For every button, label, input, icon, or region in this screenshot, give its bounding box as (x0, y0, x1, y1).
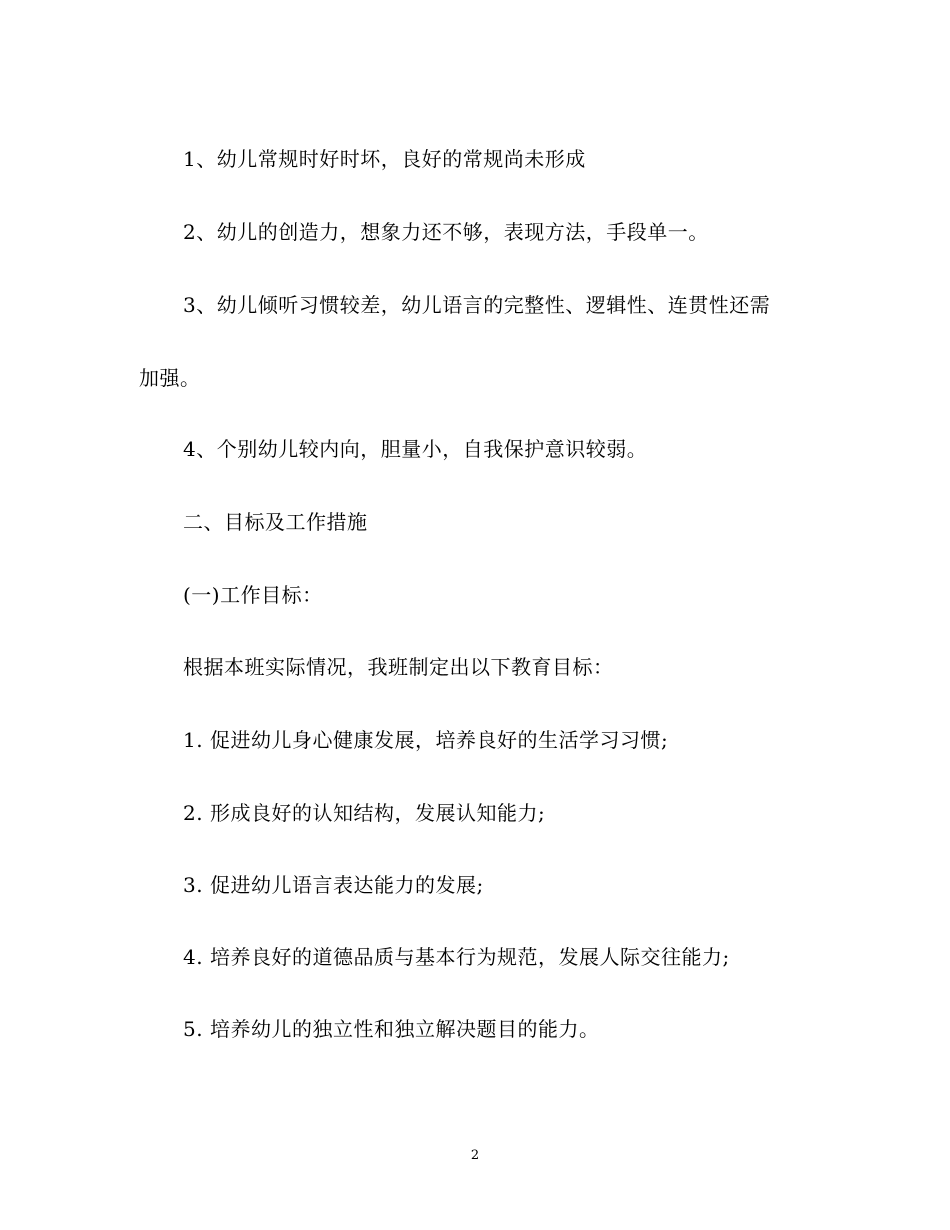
subsection-heading-work-goals: (一)工作目标： (183, 583, 323, 607)
page-number: 2 (470, 1148, 480, 1163)
goal-item-4: 4. 培养良好的道德品质与基本行为规范，发展人际交往能力; (183, 945, 730, 969)
paragraph-listening-issue: 3、幼儿倾听习惯较差，幼儿语言的完整性、逻辑性、连贯性还需 (183, 293, 771, 317)
paragraph-creativity-issue: 2、幼儿的创造力，想象力还不够，表现方法，手段单一。 (183, 220, 709, 244)
paragraph-introvert-issue: 4、个别幼儿较内向，胆量小，自我保护意识较弱。 (183, 437, 648, 461)
goal-item-5: 5. 培养幼儿的独立性和独立解决题目的能力。 (183, 1017, 600, 1041)
section-heading-goals: 二、目标及工作措施 (183, 510, 368, 534)
goal-item-1: 1. 促进幼儿身心健康发展，培养良好的生活学习习惯; (183, 728, 669, 752)
paragraph-listening-issue-continued: 加强。 (139, 366, 201, 390)
paragraph-routine-issue: 1、幼儿常规时好时坏，良好的常规尚未形成 (183, 147, 586, 171)
paragraph-goals-intro: 根据本班实际情况，我班制定出以下教育目标： (183, 655, 614, 679)
goal-item-3: 3. 促进幼儿语言表达能力的发展; (183, 873, 484, 897)
goal-item-2: 2. 形成良好的认知结构，发展认知能力; (183, 801, 546, 825)
